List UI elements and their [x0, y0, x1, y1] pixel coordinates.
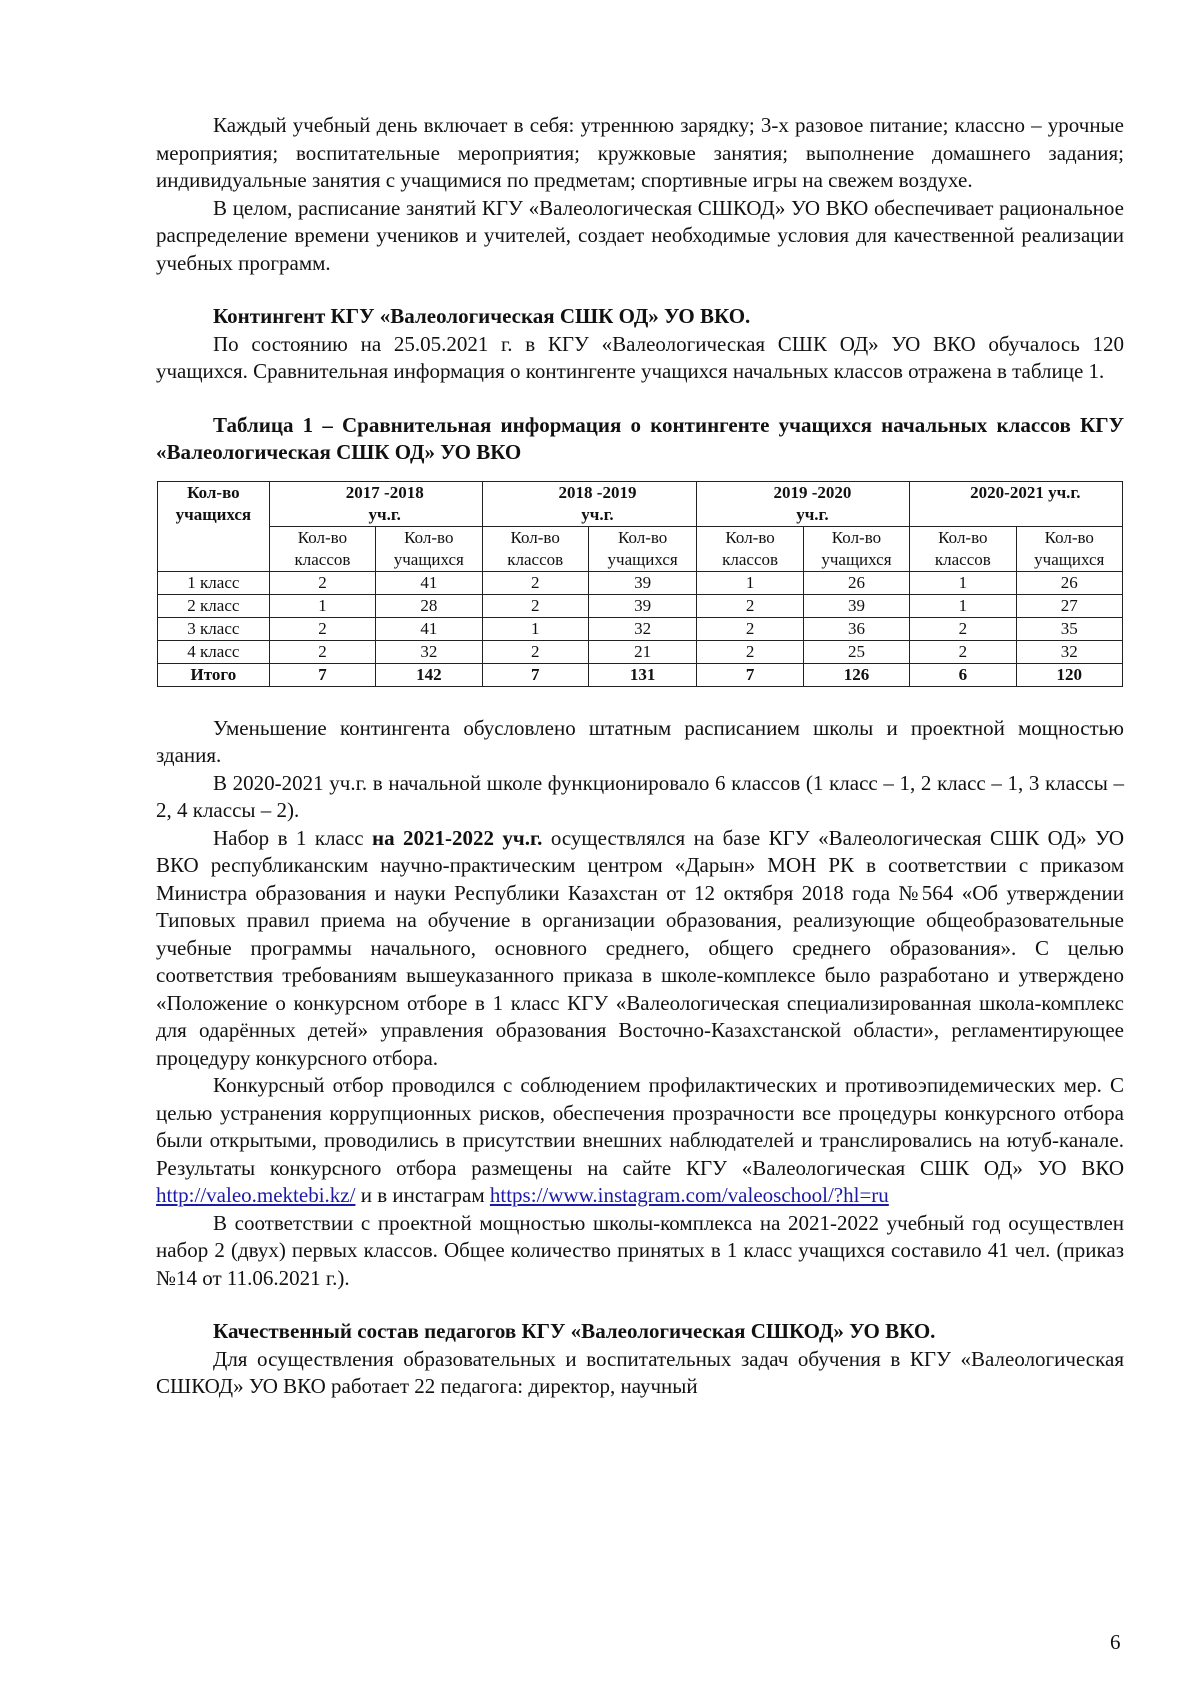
table-cell: 2: [482, 640, 588, 663]
paragraph-contingent-intro: По состоянию на 25.05.2021 г. в КГУ «Валеологическая СШК ОД» УО ВКО обучалось 120 учащихся. Сравнительная информация о контингенте учащихся начальных классов отражена в таблице 1.: [156, 331, 1124, 383]
paragraph-daily-schedule: Каждый учебный день включает в себя: утреннюю зарядку; 3-х разовое питание; классно – урочные мероприятия; воспитательные мероприятия; кружковые занятия; выполнение домашнего задания; индивидуальные занятия с учащимися по предметам; спортивные игры на свежем воздухе.: [156, 113, 1124, 192]
table-cell: 36: [803, 617, 909, 640]
page-number: 6: [1110, 1630, 1121, 1654]
table-year-header: 2018 -2019 уч.г.: [482, 481, 697, 526]
table-cell: 32: [588, 617, 697, 640]
table-cell: 1: [910, 571, 1016, 594]
table-subheader-students: Кол-во учащихся: [588, 526, 697, 571]
table-year-header: 2017 -2018 уч.г.: [269, 481, 482, 526]
table-cell: 1: [269, 594, 375, 617]
table-cell: 27: [1016, 594, 1122, 617]
instagram-link[interactable]: https://www.instagram.com/valeoschool/?hl=ru: [489, 1183, 889, 1207]
table-cell: 2: [482, 594, 588, 617]
document-page: [156, 112, 1124, 1401]
school-site-link[interactable]: http://valeo.mektebi.kz/: [156, 1183, 356, 1207]
row-label: 4 класс: [158, 640, 270, 663]
paragraph-contingent-reduction: Уменьшение контингента обусловлено штатным расписанием школы и проектной мощностью здания.: [156, 715, 1124, 767]
table-cell: 35: [1016, 617, 1122, 640]
table-row: [158, 571, 1123, 594]
table-row: [158, 594, 1123, 617]
table-subheader-students: Кол-во учащихся: [1016, 526, 1122, 571]
table-cell: 126: [803, 663, 909, 686]
table-cell: 131: [588, 663, 697, 686]
row-label: 1 класс: [158, 571, 270, 594]
table-cell: 28: [376, 594, 482, 617]
table-year-header: 2020-2021 уч.г.: [910, 481, 1123, 526]
table-cell: 2: [269, 640, 375, 663]
paragraph-selection: Конкурсный отбор проводился с соблюдением профилактических и противоэпидемических мер. С целью устранения коррупционных рисков, обеспечения прозрачности все процедуры конкурсного отбора были открытыми, проводились в присутствии внешних наблюдателей и транслировались на ютуб-канале. Результаты конкурсного отбора размещены на сайте КГУ «Валеологическая СШК ОД» УО ВКО http://valeo.mektebi.kz/ и в инстаграм https://www.instagram.com/valeoschool/?hl=ru: [156, 1073, 1124, 1207]
paragraph-classes-count: В 2020-2021 уч.г. в начальной школе функционировало 6 классов (1 класс – 1, 2 класс – 1, 3 классы – 2, 4 классы – 2).: [156, 770, 1124, 822]
table-cell: 2: [482, 571, 588, 594]
table-cell: 32: [376, 640, 482, 663]
table-cell: 39: [588, 571, 697, 594]
table-total-row: [158, 663, 1123, 686]
table-cell: 2: [269, 617, 375, 640]
table-row: [158, 640, 1123, 663]
table-cell: 1: [482, 617, 588, 640]
table-cell: 26: [803, 571, 909, 594]
table-cell: 41: [376, 571, 482, 594]
paragraph-schedule-summary: В целом, расписание занятий КГУ «Валеологическая СШКОД» УО ВКО обеспечивает рациональное распределение времени учеников и учителей, создает необходимые условия для качественной реализации учебных программ.: [156, 195, 1124, 275]
table-subheader-students: Кол-во учащихся: [376, 526, 482, 571]
row-label: 3 класс: [158, 617, 270, 640]
table-cell: 41: [376, 617, 482, 640]
table-cell: 1: [910, 594, 1016, 617]
heading-teachers: Качественный состав педагогов КГУ «Валеологическая СШКОД» УО ВКО.: [213, 1319, 936, 1343]
table-subheader-classes: Кол-во классов: [910, 526, 1016, 571]
table-cell: 7: [697, 663, 803, 686]
paragraph-first-classes: В соответствии с проектной мощностью школы-комплекса на 2021-2022 учебный год осуществлен набор 2 (двух) первых классов. Общее количество принятых в 1 класс учащихся составило 41 чел. (приказ №14 от 11.06.2021 г.).: [156, 1210, 1124, 1290]
table-cell: 2: [910, 617, 1016, 640]
table-cell: 7: [269, 663, 375, 686]
contingent-table: [157, 481, 1123, 687]
table-cell: 2: [697, 640, 803, 663]
table-year-header: 2019 -2020 уч.г.: [697, 481, 910, 526]
table-subheader-classes: Кол-во классов: [697, 526, 803, 571]
table-row: [158, 617, 1123, 640]
table-cell: 32: [1016, 640, 1122, 663]
table-cell: 26: [1016, 571, 1122, 594]
table-cell: 2: [910, 640, 1016, 663]
table-cell: 39: [588, 594, 697, 617]
table-subheader-classes: Кол-во классов: [269, 526, 375, 571]
row-label: Итого: [158, 663, 270, 686]
table-cell: 21: [588, 640, 697, 663]
table-cell: 39: [803, 594, 909, 617]
table-cell: 7: [482, 663, 588, 686]
table-cell: 2: [697, 617, 803, 640]
table-cell: 6: [910, 663, 1016, 686]
table-corner-header: Кол-во учащихся: [158, 481, 270, 571]
table-cell: 2: [697, 594, 803, 617]
row-label: 2 класс: [158, 594, 270, 617]
table-subheader-classes: Кол-во классов: [482, 526, 588, 571]
table-header-row: [158, 481, 1123, 526]
table-cell: 25: [803, 640, 909, 663]
table-cell: 2: [269, 571, 375, 594]
paragraph-enrollment: Набор в 1 класс на 2021-2022 уч.г. осуществлялся на базе КГУ «Валеологическая СШК ОД» УО ВКО республиканским научно-практическим центром «Дарын» МОН РК в соответствии с приказом Министра образования и науки Республики Казахстан от 12 октября 2018 года №564 «Об утверждении Типовых правил приема на обучение в организации образования, реализующие общеобразовательные учебные программы начального, основного среднего, общего среднего образования». С целью соответствия требованиям вышеуказанного приказа в школе-комплексе было разработано и утверждено «Положение о конкурсном отборе в 1 класс КГУ «Валеологическая специализированная школа-комплекс для одарённых детей» управления образования Восточно-Казахстанской области», регламентирующее процедуру конкурсного отбора.: [156, 825, 1124, 1070]
table-cell: 120: [1016, 663, 1122, 686]
table-subheader-students: Кол-во учащихся: [803, 526, 909, 571]
table-subheader-row: [158, 526, 1123, 571]
table-cell: 1: [697, 571, 803, 594]
table-caption: Таблица 1 – Сравнительная информация о контингенте учащихся начальных классов КГУ «Валеологическая СШК ОД» УО ВКО: [156, 412, 1124, 464]
paragraph-teachers: Для осуществления образовательных и воспитательных задач обучения в КГУ «Валеологическая СШКОД» УО ВКО работает 22 педагога: директор, научный: [156, 1346, 1124, 1398]
heading-contingent: Контингент КГУ «Валеологическая СШК ОД» УО ВКО.: [213, 304, 751, 328]
table-cell: 142: [376, 663, 482, 686]
